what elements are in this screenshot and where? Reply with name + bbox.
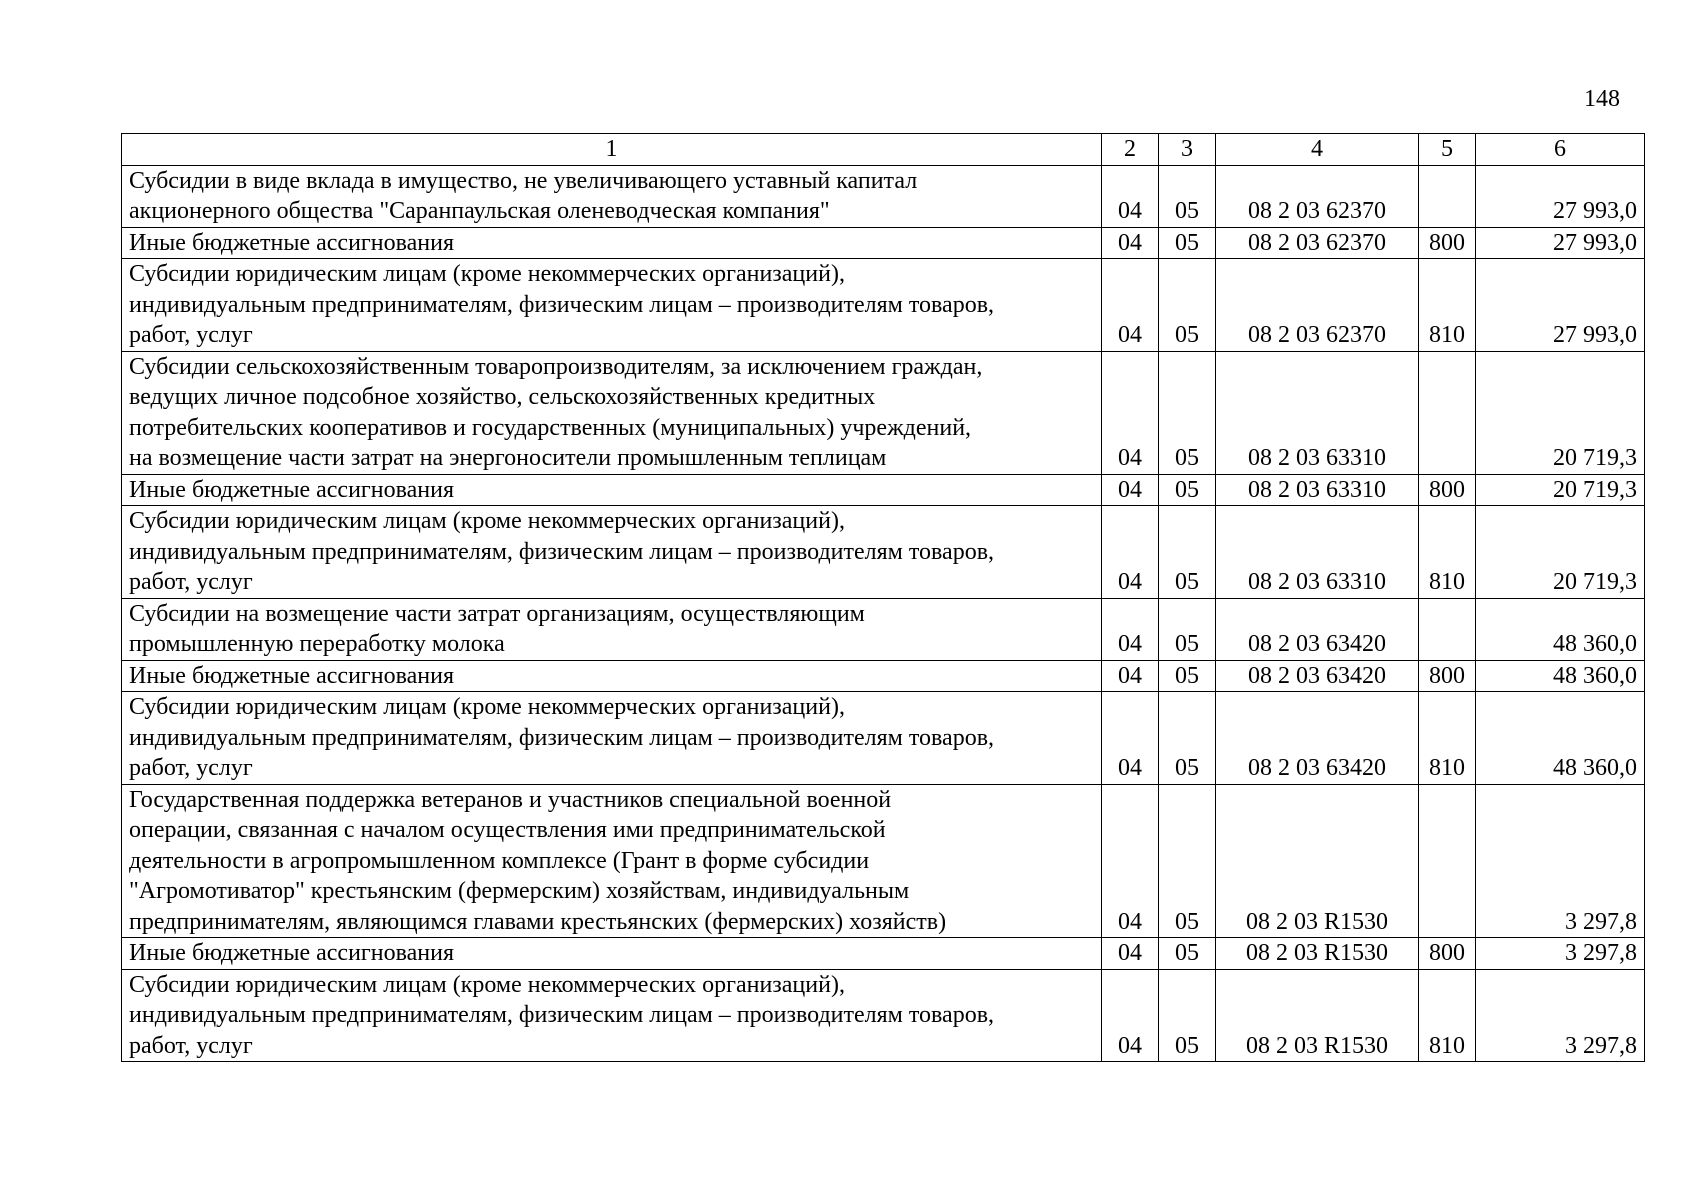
row-subsection-code: 05 (1159, 784, 1216, 938)
row-description (122, 165, 1102, 227)
row-expense-type-code (1419, 598, 1476, 660)
description-line: работ, услуг (129, 1032, 253, 1059)
row-target-article-code: 08 2 03 63310 (1216, 506, 1419, 599)
table-row (122, 227, 1645, 259)
row-amount: 27 993,0 (1476, 259, 1645, 352)
description-line: Иные бюджетные ассигнования (129, 940, 454, 966)
row-subsection-code: 05 (1159, 506, 1216, 599)
row-description (122, 474, 1102, 506)
row-description (122, 784, 1102, 938)
row-amount: 27 993,0 (1476, 165, 1645, 227)
table-row (122, 165, 1645, 227)
row-expense-type-code (1419, 351, 1476, 474)
row-expense-type-code: 800 (1419, 938, 1476, 970)
row-amount: 3 297,8 (1476, 784, 1645, 938)
row-amount: 48 360,0 (1476, 692, 1645, 785)
row-subsection-code: 05 (1159, 259, 1216, 352)
row-section-code: 04 (1102, 692, 1159, 785)
row-target-article-code: 08 2 03 R1530 (1216, 938, 1419, 970)
description-line: Субсидии сельскохозяйственным товаропроизводителям, за исключением граждан, (129, 353, 983, 380)
description-line: операции, связанная с началом осуществления ими предпринимательской (129, 817, 886, 843)
row-section-code: 04 (1102, 227, 1159, 259)
page-number: 148 (1584, 86, 1620, 112)
row-section-code: 04 (1102, 474, 1159, 506)
row-subsection-code: 05 (1159, 474, 1216, 506)
row-expense-type-code (1419, 165, 1476, 227)
row-expense-type-code: 800 (1419, 474, 1476, 506)
row-target-article-code: 08 2 03 63310 (1216, 351, 1419, 474)
header-cell-5: 5 (1419, 134, 1476, 166)
row-amount: 27 993,0 (1476, 227, 1645, 259)
description-line: индивидуальным предпринимателям, физическим лицам – производителям товаров, (129, 724, 995, 751)
table-row (122, 474, 1645, 506)
row-subsection-code: 05 (1159, 692, 1216, 785)
row-amount: 48 360,0 (1476, 598, 1645, 660)
header-cell-2: 2 (1102, 134, 1159, 166)
description-line: Иные бюджетные ассигнования (129, 229, 454, 256)
row-description (122, 506, 1102, 599)
row-expense-type-code: 800 (1419, 227, 1476, 259)
description-line: работ, услуг (129, 755, 253, 781)
table-row (122, 784, 1645, 938)
row-target-article-code: 08 2 03 62370 (1216, 259, 1419, 352)
description-line: Государственная поддержка ветеранов и участников специальной военной (129, 786, 892, 813)
row-expense-type-code: 800 (1419, 660, 1476, 692)
row-expense-type-code: 810 (1419, 692, 1476, 785)
description-line: потребительских кооперативов и государственных (муниципальных) учреждений, (129, 414, 972, 441)
description-line: деятельности в агропромышленном комплексе (Грант в форме субсидии (129, 847, 870, 874)
row-section-code: 04 (1102, 259, 1159, 352)
description-line: работ, услуг (129, 322, 253, 348)
description-line: работ, услуг (129, 569, 253, 595)
row-target-article-code: 08 2 03 62370 (1216, 165, 1419, 227)
row-amount: 48 360,0 (1476, 660, 1645, 692)
row-section-code: 04 (1102, 165, 1159, 227)
header-cell-1: 1 (122, 134, 1102, 166)
row-description (122, 598, 1102, 660)
row-subsection-code: 05 (1159, 598, 1216, 660)
description-line: Субсидии юридическим лицам (кроме некоммерческих организаций), (129, 261, 845, 287)
row-target-article-code: 08 2 03 63310 (1216, 474, 1419, 506)
row-expense-type-code (1419, 784, 1476, 938)
table-row (122, 598, 1645, 660)
row-description (122, 938, 1102, 970)
description-line: Субсидии юридическим лицам (кроме некоммерческих организаций), (129, 694, 845, 720)
description-line: Иные бюджетные ассигнования (129, 476, 454, 503)
row-amount: 20 719,3 (1476, 506, 1645, 599)
table-row (122, 660, 1645, 692)
row-target-article-code: 08 2 03 63420 (1216, 660, 1419, 692)
row-section-code: 04 (1102, 351, 1159, 474)
row-subsection-code: 05 (1159, 938, 1216, 970)
row-subsection-code: 05 (1159, 165, 1216, 227)
description-line: индивидуальным предпринимателям, физическим лицам – производителям товаров, (129, 538, 995, 565)
description-line: Субсидии юридическим лицам (кроме некоммерческих организаций), (129, 508, 845, 534)
table-body (122, 165, 1645, 1062)
description-line: индивидуальным предпринимателям, физическим лицам – производителям товаров, (129, 1002, 995, 1028)
row-description (122, 259, 1102, 352)
row-amount: 20 719,3 (1476, 474, 1645, 506)
row-description (122, 351, 1102, 474)
row-target-article-code: 08 2 03 R1530 (1216, 784, 1419, 938)
table-row (122, 969, 1645, 1062)
description-line: ведущих личное подсобное хозяйство, сельскохозяйственных кредитных (129, 384, 876, 410)
description-line: индивидуальным предпринимателям, физическим лицам – производителям товаров, (129, 291, 995, 318)
header-cell-4: 4 (1216, 134, 1419, 166)
row-amount: 3 297,8 (1476, 969, 1645, 1062)
description-line: Субсидии на возмещение части затрат организациям, осуществляющим (129, 600, 865, 627)
row-amount: 20 719,3 (1476, 351, 1645, 474)
header-cell-3: 3 (1159, 134, 1216, 166)
row-amount: 3 297,8 (1476, 938, 1645, 970)
description-line: Субсидии в виде вклада в имущество, не увеличивающего уставный капитал (129, 167, 918, 194)
row-target-article-code: 08 2 03 R1530 (1216, 969, 1419, 1062)
row-description (122, 660, 1102, 692)
row-expense-type-code: 810 (1419, 259, 1476, 352)
table-row (122, 506, 1645, 599)
budget-table (121, 133, 1645, 1062)
description-line: Иные бюджетные ассигнования (129, 662, 454, 689)
description-line: на возмещение части затрат на энергоносители промышленным теплицам (129, 445, 887, 471)
table-row (122, 351, 1645, 474)
table-row (122, 938, 1645, 970)
table-row (122, 692, 1645, 785)
row-section-code: 04 (1102, 938, 1159, 970)
description-line: Субсидии юридическим лицам (кроме некоммерческих организаций), (129, 971, 845, 998)
description-line: "Агромотиватор" крестьянским (фермерским) хозяйствам, индивидуальным (129, 878, 910, 904)
row-section-code: 04 (1102, 506, 1159, 599)
description-line: промышленную переработку молока (129, 631, 505, 657)
table-row (122, 259, 1645, 352)
row-description (122, 227, 1102, 259)
header-cell-6: 6 (1476, 134, 1645, 166)
row-target-article-code: 08 2 03 62370 (1216, 227, 1419, 259)
row-subsection-code: 05 (1159, 660, 1216, 692)
row-expense-type-code: 810 (1419, 969, 1476, 1062)
row-expense-type-code: 810 (1419, 506, 1476, 599)
row-section-code: 04 (1102, 784, 1159, 938)
description-line: акционерного общества "Саранпаульская оленеводческая компания" (129, 198, 830, 224)
row-description (122, 692, 1102, 785)
row-section-code: 04 (1102, 598, 1159, 660)
row-section-code: 04 (1102, 660, 1159, 692)
row-target-article-code: 08 2 03 63420 (1216, 598, 1419, 660)
description-line: предпринимателям, являющимся главами крестьянских (фермерских) хозяйств) (129, 908, 947, 935)
table-header-row (122, 134, 1645, 166)
row-description (122, 969, 1102, 1062)
row-subsection-code: 05 (1159, 351, 1216, 474)
row-section-code: 04 (1102, 969, 1159, 1062)
row-subsection-code: 05 (1159, 969, 1216, 1062)
row-target-article-code: 08 2 03 63420 (1216, 692, 1419, 785)
row-subsection-code: 05 (1159, 227, 1216, 259)
